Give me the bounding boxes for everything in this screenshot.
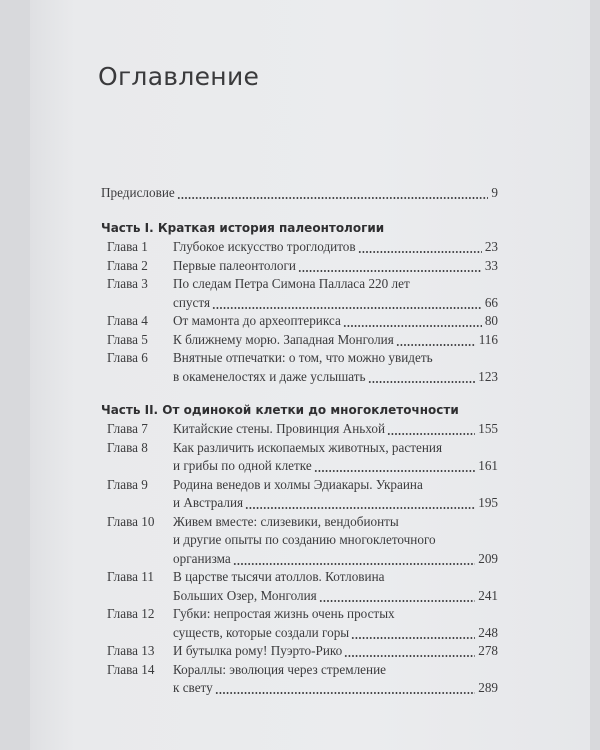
toc-chapter[interactable] [101,238,498,257]
chapter-title-line: Первые палеонтологи [173,257,296,273]
page-number: 278 [478,643,498,658]
toc-chapter[interactable] [101,349,498,386]
page-number: 195 [478,495,498,510]
page-number: 9 [491,185,498,200]
chapter-title-line: От мамонта до археоптерикса [173,313,341,328]
dot-leader [215,679,475,698]
chapter-label: Глава 7 [107,421,148,436]
dot-leader [387,420,475,439]
chapter-label: Глава 9 [107,476,148,492]
chapter-title-line: к свету [173,680,213,695]
toc-chapter[interactable] [101,605,498,642]
page-number: 161 [478,458,498,473]
chapter-title-line: и грибы по одной клетке [173,458,312,473]
part-heading[interactable]: Часть I. Краткая история палеонтологии [101,221,385,235]
chapter-label: Глава 8 [107,439,148,455]
chapter-label: Глава 14 [107,661,155,677]
page-number: 289 [478,680,498,695]
toc-chapter[interactable] [101,420,498,439]
dot-leader [368,368,476,387]
page-number: 123 [478,368,498,384]
chapter-title-line: спустя [173,294,211,310]
page-title: Оглавление [98,62,260,91]
chapter-title-line: Китайские стены. Провинция Аньхой [173,421,386,436]
dot-leader [298,257,482,276]
chapter-title-line: Глубокое искусство троглодитов [173,239,356,254]
toc-chapter[interactable] [101,331,498,350]
page-number: 116 [478,331,498,347]
chapter-title-line: По следам Петра Симона Палласа 220 лет [173,276,410,291]
dot-leader [212,294,482,313]
page-number: 80 [484,313,498,328]
chapter-label: Глава 5 [107,331,148,347]
part-heading[interactable]: Часть II. От одинокой клетки до многоклеточности [101,403,459,417]
chapter-label: Глава 11 [107,569,154,584]
chapter-title-line: И бутылка рому! Пуэрто-Рико [173,643,343,658]
chapter-label: Глава 6 [107,350,148,365]
chapter-title-line: организма [173,550,231,566]
dot-leader [343,312,482,331]
chapter-label: Глава 2 [107,257,148,273]
dot-leader [314,457,476,476]
toc-part [101,218,498,386]
toc-chapter[interactable] [101,513,498,569]
chapter-title-line: и Австралия [173,495,244,510]
toc-chapter[interactable] [101,439,498,476]
chapter-title-line: Родина венедов и холмы Эдиакары. Украина [173,476,423,492]
chapter-title-line: существ, которые создали горы [173,624,350,640]
chapter-title-line: Больших Озер, Монголия [173,587,317,603]
chapter-title-line: Живем вместе: слизевики, вендобионты [173,513,399,529]
dot-leader [319,587,476,606]
toc-preface[interactable] [101,184,498,203]
dot-leader [233,550,476,569]
dot-leader [396,331,476,350]
page-number: 33 [484,257,498,273]
toc-chapter[interactable] [101,642,498,661]
dot-leader [245,494,475,513]
chapter-title-line: Как различить ископаемых животных, растения [173,439,443,455]
toc-chapter[interactable] [101,476,498,513]
toc-chapter[interactable] [101,257,498,276]
chapter-title-line: В царстве тысячи атоллов. Котловина [173,569,385,584]
page-number: 23 [484,239,498,254]
chapter-title-line: Внятные отпечатки: о том, что можно увидеть [173,350,433,365]
chapter-title-line: и другие опыты по созданию многоклеточного [173,532,436,547]
chapter-title-line: Губки: непростая жизнь очень простых [173,606,395,621]
page-number: 248 [478,624,498,640]
page-number: 155 [478,421,498,436]
chapter-label: Глава 13 [107,643,155,658]
chapter-title-line: Кораллы: эволюция через стремление [173,661,386,677]
toc-chapter[interactable] [101,312,498,331]
chapter-label: Глава 10 [107,513,155,529]
page-number: 241 [478,587,498,603]
dot-leader [177,184,489,203]
dot-leader [351,624,475,643]
toc-chapter[interactable] [101,275,498,312]
chapter-label: Глава 4 [107,313,148,328]
toc-part [101,400,498,698]
dot-leader [344,642,475,661]
chapter-title-line: К ближнему морю. Западная Монголия [173,331,394,347]
chapter-label: Глава 1 [107,239,148,254]
page-number: 209 [478,550,498,566]
chapter-title-line: в окаменелостях и даже услышать [173,368,366,384]
preface-label: Предисловие [101,185,175,200]
page-number: 66 [484,294,498,310]
dot-leader [358,238,482,257]
toc-chapter[interactable] [101,661,498,698]
chapter-label: Глава 3 [107,276,148,291]
toc-chapter[interactable] [101,568,498,605]
chapter-label: Глава 12 [107,606,155,621]
